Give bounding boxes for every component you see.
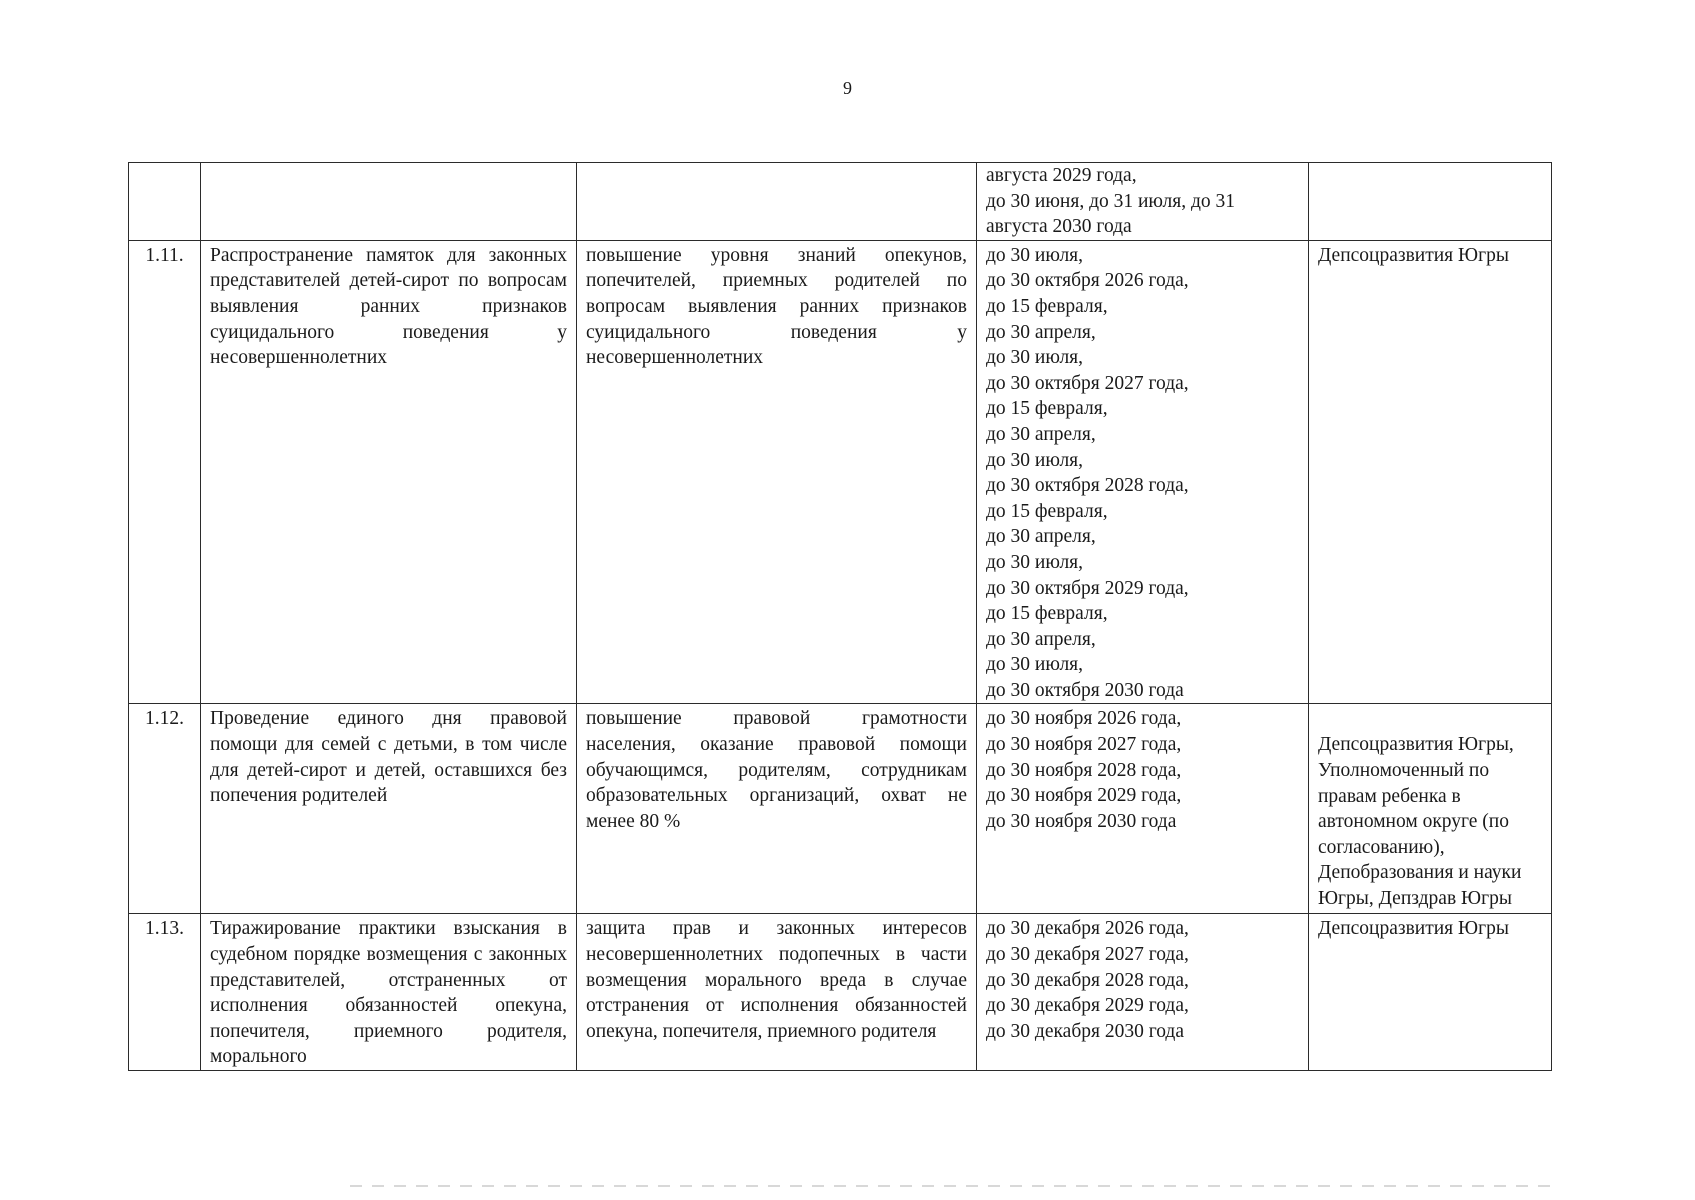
deadline-line: до 30 июля, <box>986 449 1084 471</box>
deadline-line: до 30 октября 2029 года, <box>986 577 1189 599</box>
result-cell <box>577 163 977 241</box>
deadline-line: до 30 июля, <box>986 654 1084 676</box>
row-number-cell: 1.11. <box>129 240 201 704</box>
deadline-line: до 30 октября 2028 года, <box>986 475 1189 497</box>
executor-line: Депсоцразвития Югры, <box>1318 734 1514 756</box>
event-cell: Распространение памяток для законных представителей детей-сирот по вопросам выявления ранних признаков суицидального поведения у несовершеннолетних <box>201 240 577 704</box>
deadline-line: до 30 ноября 2028 года, <box>986 759 1182 781</box>
table-row <box>129 914 1552 1071</box>
deadline-cell <box>977 163 1309 241</box>
table-row <box>129 240 1552 704</box>
scan-noise-line <box>350 1185 1550 1187</box>
result-cell: защита прав и законных интересов несовершеннолетних подопечных в части возмещения морального вреда в случае отстранения от исполнения обязанностей опекуна, попечителя, приемного родителя <box>577 914 977 1071</box>
deadline-line: августа 2030 года <box>986 216 1132 238</box>
deadline-line: до 30 декабря 2026 года, <box>986 918 1189 940</box>
executor-line: согласованию), <box>1318 836 1445 858</box>
deadline-line: до 30 апреля, <box>986 423 1096 445</box>
deadline-line: до 30 декабря 2030 года <box>986 1020 1184 1042</box>
deadline-line: до 30 декабря 2028 года, <box>986 969 1189 991</box>
deadline-line: до 30 ноября 2030 года <box>986 810 1177 832</box>
event-cell <box>201 163 577 241</box>
deadline-cell <box>977 704 1309 914</box>
executor-line: Югры, Депздрав Югры <box>1318 888 1512 910</box>
deadline-line: до 30 июня, до 31 июля, до 31 <box>986 190 1236 212</box>
table-row <box>129 704 1552 914</box>
deadline-line: до 30 июля, <box>986 551 1084 573</box>
executor-line: Уполномоченный по <box>1318 760 1490 782</box>
deadline-line: до 30 апреля, <box>986 526 1096 548</box>
executor-cell: Депсоцразвития Югры <box>1309 240 1552 704</box>
deadline-line: до 30 октября 2027 года, <box>986 372 1189 394</box>
executor-cell <box>1309 704 1552 914</box>
deadline-line: до 30 ноября 2026 года, <box>986 708 1182 730</box>
deadline-line: до 30 октября 2026 года, <box>986 270 1189 292</box>
deadline-line: до 30 ноября 2029 года, <box>986 785 1182 807</box>
deadline-line: до 15 февраля, <box>986 398 1108 420</box>
row-number-cell: 1.12. <box>129 704 201 914</box>
executor-cell: Депсоцразвития Югры <box>1309 914 1552 1071</box>
deadline-line: до 30 июля, <box>986 347 1084 369</box>
executor-cell <box>1309 163 1552 241</box>
row-number-cell <box>129 163 201 241</box>
event-cell: Проведение единого дня правовой помощи для семей с детьми, в том числе для детей-сирот и детей, оставшихся без попечения родителей <box>201 704 577 914</box>
deadline-line: до 30 апреля, <box>986 628 1096 650</box>
deadline-line: до 30 октября 2030 года <box>986 679 1184 701</box>
page-number: 9 <box>843 78 852 98</box>
deadline-line: до 30 апреля, <box>986 321 1096 343</box>
executor-line: Депобразования и науки <box>1318 862 1522 884</box>
deadline-line: августа 2029 года, <box>986 165 1137 186</box>
deadline-line: до 30 июля, <box>986 244 1084 266</box>
deadline-line: до 30 декабря 2029 года, <box>986 995 1189 1017</box>
deadline-line: до 30 ноября 2027 года, <box>986 734 1182 756</box>
deadline-line: до 30 декабря 2027 года, <box>986 944 1189 966</box>
executor-line: правам ребенка в <box>1318 785 1461 807</box>
result-cell: повышение уровня знаний опекунов, попечителей, приемных родителей по вопросам выявления ранних признаков суицидального поведения у несовершеннолетних <box>577 240 977 704</box>
deadline-line: до 15 февраля, <box>986 295 1108 317</box>
deadline-cell <box>977 914 1309 1071</box>
deadline-line: до 15 февраля, <box>986 603 1108 625</box>
row-number-cell: 1.13. <box>129 914 201 1071</box>
measures-table <box>128 162 1552 1071</box>
result-cell: повышение правовой грамотности населения, оказание правовой помощи обучающимся, родителям, сотрудникам образовательных организаций, охват не менее 80 % <box>577 704 977 914</box>
executor-line: автономном округе (по <box>1318 811 1509 833</box>
deadline-cell <box>977 240 1309 704</box>
event-cell: Тиражирование практики взыскания в судебном порядке возмещения с законных представителей, отстраненных от исполнения обязанностей опекуна, попечителя, приемного родителя, морального <box>201 914 577 1071</box>
table-row <box>129 163 1552 241</box>
deadline-line: до 15 февраля, <box>986 500 1108 522</box>
